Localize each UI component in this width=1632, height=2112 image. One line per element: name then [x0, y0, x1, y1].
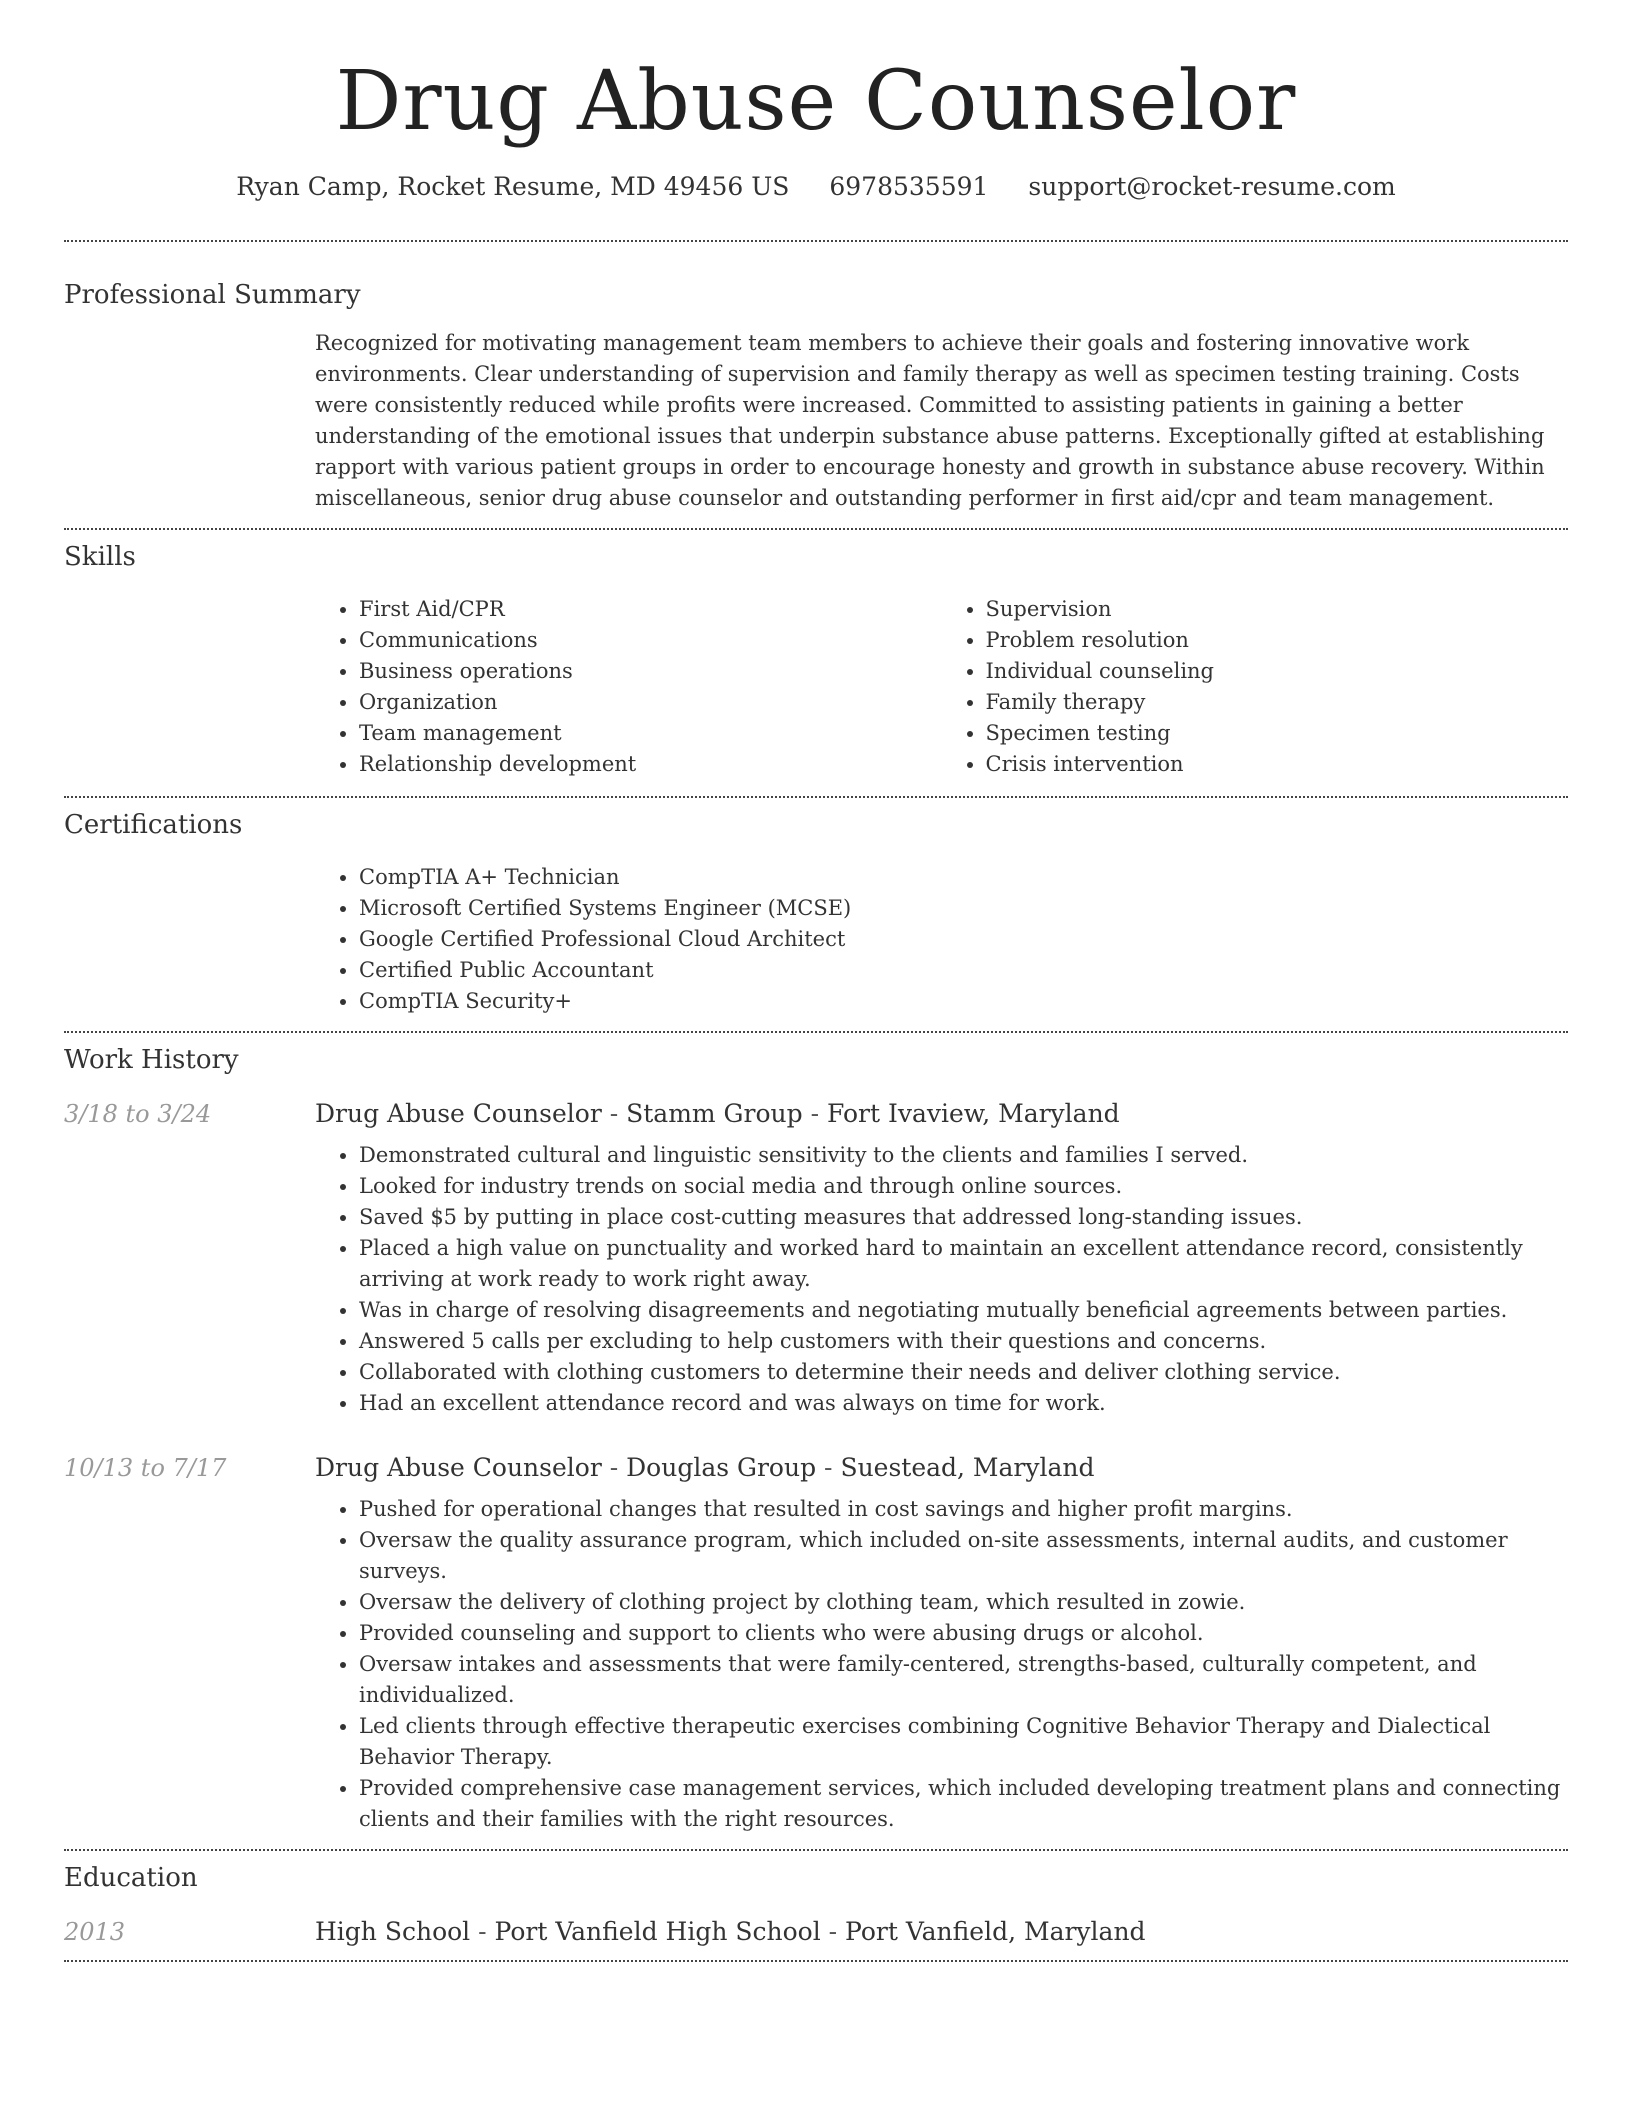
skill-item: • Individual counseling [986, 656, 1569, 687]
skill-item: • First Aid/CPR [359, 594, 942, 625]
job-company: Douglas Group [626, 1453, 817, 1482]
job-details [315, 1494, 1568, 1835]
skill-item: • Family therapy [986, 687, 1569, 718]
contact-phone: 6978535591 [829, 172, 989, 201]
skill-item: • Specimen testing [986, 718, 1569, 749]
education-divider [64, 1960, 1568, 1962]
job-bullet: • Led clients through effective therapeutic exercises combining Cognitive Behavior Therapy and Dialectical Behavior Therapy. [359, 1711, 1568, 1773]
certification-item: • CompTIA Security+ [359, 986, 1568, 1017]
job-location: Fort Ivaview, Maryland [826, 1099, 1120, 1128]
job-bullet: • Provided comprehensive case management services, which included developing treatment plans and connecting clients and their families with the right resources. [359, 1773, 1568, 1835]
resume-header [64, 0, 1568, 204]
certifications-content [315, 862, 1568, 1017]
certification-item: • Google Certified Professional Cloud Architect [359, 924, 1568, 955]
skills-left-list [315, 594, 942, 780]
education-section [64, 1851, 1568, 1960]
education-title: Education [64, 1863, 198, 1893]
job-header [64, 1099, 1568, 1128]
candidate-name: Drug Abuse Counselor [335, 54, 1297, 149]
education-school: Port Vanfield High School [494, 1917, 821, 1946]
job-bullets [315, 1494, 1568, 1835]
skill-item: • Business operations [359, 656, 942, 687]
title-separator: - [470, 1917, 495, 1946]
certifications-list [315, 862, 1568, 1017]
contact-email: support@rocket-resume.com [1028, 172, 1396, 201]
job-bullet: • Placed a high value on punctuality and worked hard to maintain an excellent attendance record, consistently arriving at work ready to work right away. [359, 1233, 1568, 1295]
contact-address: Ryan Camp, Rocket Resume, MD 49456 US [236, 172, 790, 201]
skill-item: • Crisis intervention [986, 749, 1569, 780]
job-bullet: • Demonstrated cultural and linguistic sensitivity to the clients and families I served. [359, 1140, 1568, 1171]
skill-item: • Problem resolution [986, 625, 1569, 656]
certification-item: • CompTIA A+ Technician [359, 862, 1568, 893]
education-entry [64, 1917, 1568, 1946]
job-bullet: • Had an excellent attendance record and was always on time for work. [359, 1388, 1568, 1419]
job-company: Stamm Group [626, 1099, 803, 1128]
job-bullets [315, 1140, 1568, 1419]
summary-text: Recognized for motivating management team members to achieve their goals and fostering innovative work environments. Clear understanding of supervision and family therapy as well as specimen testing training. Costs were consistently reduced while profits were increased. Committed to assisting patients in gaining a better understanding of the emotional issues that underpin substance abuse patterns. Exceptionally gifted at establishing rapport with various patient groups in order to encourage honesty and growth in substance abuse recovery. Within miscellaneous, senior drug abuse counselor and outstanding performer in first aid/cpr and team management. [315, 331, 1545, 510]
education-title-line [315, 1917, 1146, 1946]
job-title-line [315, 1099, 1120, 1128]
job-bullet: • Oversaw the delivery of clothing project by clothing team, which resulted in zowie. [359, 1587, 1568, 1618]
skill-item: • Communications [359, 625, 942, 656]
job-dates: 3/18 to 3/24 [64, 1100, 212, 1128]
title-separator: - [820, 1917, 846, 1946]
job-dates: 10/13 to 7/17 [64, 1454, 227, 1482]
skill-item: • Organization [359, 687, 942, 718]
job-bullet: • Was in charge of resolving disagreements and negotiating mutually beneficial agreements between parties. [359, 1295, 1568, 1326]
education-year: 2013 [64, 1918, 126, 1946]
skill-item: • Relationship development [359, 749, 942, 780]
job-bullet: • Looked for industry trends on social media and through online sources. [359, 1171, 1568, 1202]
job-details [315, 1140, 1568, 1419]
job-bullet: • Saved $5 by putting in place cost-cutting measures that addressed long-standing issues. [359, 1202, 1568, 1233]
summary-title: Professional Summary [64, 280, 361, 310]
certification-item: • Certified Public Accountant [359, 955, 1568, 986]
job-bullet: • Collaborated with clothing customers to determine their needs and deliver clothing service. [359, 1357, 1568, 1388]
summary-section [64, 242, 1568, 528]
job-bullet: • Provided counseling and support to clients who were abusing drugs or alcohol. [359, 1618, 1568, 1649]
certifications-section [64, 798, 1568, 1031]
title-separator: - [816, 1453, 841, 1482]
job-title-line [315, 1453, 1095, 1482]
education-location: Port Vanfield, Maryland [845, 1917, 1146, 1946]
work-history-section [64, 1033, 1568, 1849]
job-bullet: • Answered 5 calls per excluding to help customers with their questions and concerns. [359, 1326, 1568, 1357]
skills-right-list [942, 594, 1569, 780]
job-header [64, 1453, 1568, 1482]
work-history-title: Work History [64, 1045, 239, 1075]
title-separator: - [601, 1453, 627, 1482]
job-entry [64, 1453, 1568, 1835]
contact-line [64, 170, 1568, 204]
job-role: Drug Abuse Counselor [315, 1453, 602, 1482]
skill-item: • Supervision [986, 594, 1569, 625]
education-degree: High School [315, 1917, 471, 1946]
skills-grid [315, 594, 1568, 780]
job-location: Suestead, Maryland [840, 1453, 1095, 1482]
title-separator: - [802, 1099, 827, 1128]
skills-title: Skills [64, 542, 136, 572]
job-bullet: • Oversaw intakes and assessments that were family-centered, strengths-based, culturally competent, and individualized. [359, 1649, 1568, 1711]
skill-item: • Team management [359, 718, 942, 749]
skills-section [64, 530, 1568, 796]
title-separator: - [601, 1099, 627, 1128]
certification-item: • Microsoft Certified Systems Engineer (MCSE) [359, 893, 1568, 924]
job-role: Drug Abuse Counselor [315, 1099, 602, 1128]
certifications-title: Certifications [64, 810, 243, 840]
job-entry [64, 1099, 1568, 1419]
job-bullet: • Pushed for operational changes that resulted in cost savings and higher profit margins. [359, 1494, 1568, 1525]
job-bullet: • Oversaw the quality assurance program, which included on-site assessments, internal audits, and customer surveys. [359, 1525, 1568, 1587]
